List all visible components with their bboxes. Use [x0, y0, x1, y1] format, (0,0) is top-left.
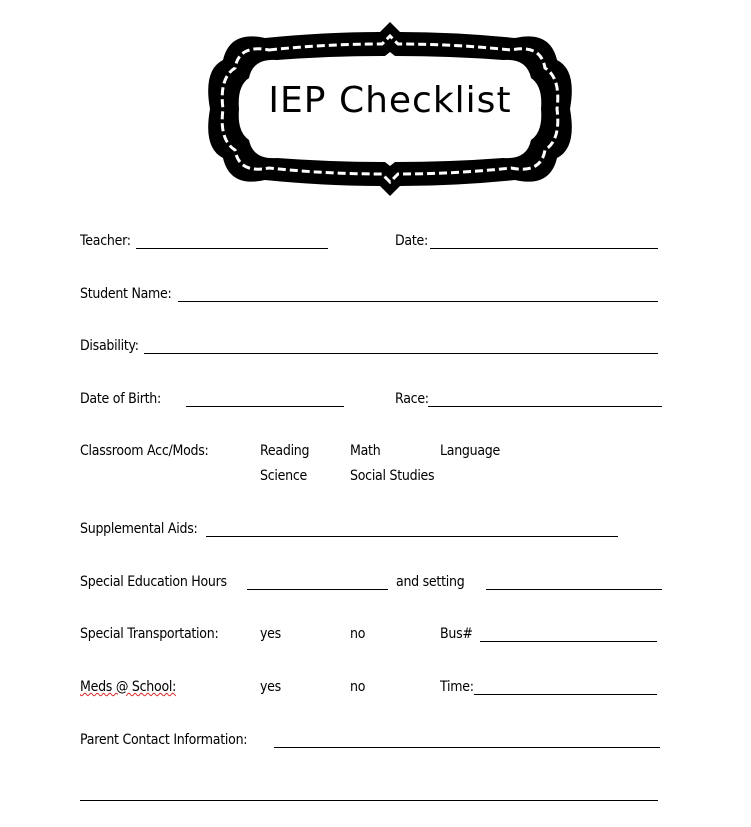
- date-of-birth-field[interactable]: [186, 406, 344, 407]
- race-label: Race:: [395, 391, 429, 407]
- transportation-yes[interactable]: yes: [260, 626, 281, 642]
- meds-at-school-label: Meds @ School:: [80, 679, 177, 695]
- page-title: IEP Checklist: [268, 80, 512, 121]
- bus-number-label: Bus#: [440, 626, 473, 642]
- supplemental-aids-label: Supplemental Aids:: [80, 521, 198, 537]
- disability-label: Disability:: [80, 338, 139, 354]
- setting-field[interactable]: [486, 589, 662, 590]
- supplemental-aids-field[interactable]: [206, 536, 618, 537]
- date-of-birth-label: Date of Birth:: [80, 391, 161, 407]
- special-transportation-label: Special Transportation:: [80, 626, 219, 642]
- race-field[interactable]: [428, 406, 662, 407]
- transportation-no[interactable]: no: [350, 626, 366, 642]
- classroom-acc-mods-label: Classroom Acc/Mods:: [80, 443, 209, 459]
- date-field[interactable]: [430, 248, 658, 249]
- meds-no[interactable]: no: [350, 679, 366, 695]
- student-name-field[interactable]: [178, 301, 658, 302]
- student-name-label: Student Name:: [80, 286, 172, 302]
- disability-field[interactable]: [144, 353, 658, 354]
- subject-social-studies[interactable]: Social Studies: [350, 468, 435, 484]
- date-label: Date:: [395, 233, 429, 249]
- subject-math[interactable]: Math: [350, 443, 381, 459]
- time-label: Time:: [440, 679, 474, 695]
- time-field[interactable]: [474, 694, 657, 695]
- parent-contact-label: Parent Contact Information:: [80, 732, 248, 748]
- teacher-label: Teacher:: [80, 233, 131, 249]
- teacher-field[interactable]: [136, 248, 328, 249]
- parent-contact-field-line-2[interactable]: [80, 800, 658, 801]
- bus-number-field[interactable]: [480, 641, 657, 642]
- subject-reading[interactable]: Reading: [260, 443, 310, 459]
- special-education-hours-field[interactable]: [247, 589, 388, 590]
- parent-contact-field[interactable]: [274, 747, 660, 748]
- subject-language[interactable]: Language: [440, 443, 501, 459]
- meds-yes[interactable]: yes: [260, 679, 281, 695]
- and-setting-label: and setting: [396, 574, 465, 590]
- subject-science[interactable]: Science: [260, 468, 307, 484]
- special-education-hours-label: Special Education Hours: [80, 574, 227, 590]
